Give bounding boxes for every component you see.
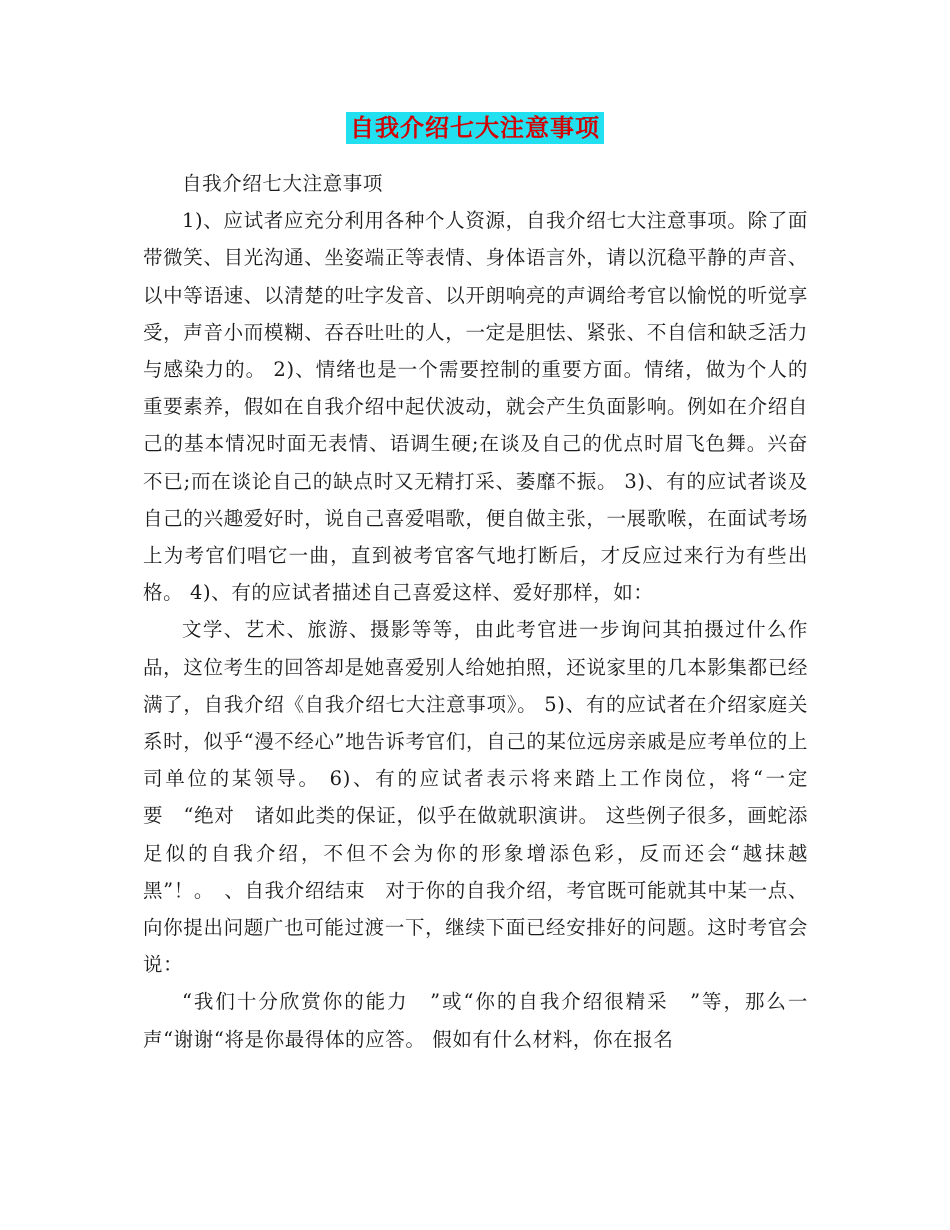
paragraph: “我们十分欣赏你的能力 ”或“你的自我介绍很精采 ”等，那么一声“谢谢“将是你最得体的应答。 假如有什么材料，你在报名 xyxy=(143,990,808,1051)
document-title: 自我介绍七大注意事项 xyxy=(346,112,604,144)
document-body xyxy=(143,165,808,1058)
paragraph: 文学、艺术、旅游、摄影等等，由此考官进一步询问其拍摄过什么作品，这位考生的回答却是她喜爱别人给她拍照，还说家里的几本影集都已经满了，自我介绍《自我介绍七大注意事项》。 5)、有的应试者在介绍家庭关系时，似乎“漫不经心”地告诉考官们，自己的某位远房亲戚是应考单位的上司单位的某领导。 6)、有的应试者表示将来踏上工作岗位，将“一定要 “绝对 诸如此类的保证，似乎在做就职演讲。 这些例子很多，画蛇添足似的自我介绍，不但不会为你的形象增添色彩，反而还会“越抹越黑”！。 、自我介绍结束 对于你的自我介绍，考官既可能就其中某一点、向你提出问题广也可能过渡一下，继续下面已经安排好的问题。这时考官会说： xyxy=(143,618,808,977)
paragraph: 1)、应试者应充分利用各种个人资源，自我介绍七大注意事项。除了面带微笑、目光沟通、坐姿端正等表情、身体语言外，请以沉稳平静的声音、以中等语速、以清楚的吐字发音、以开朗响亮的声调给考官以愉悦的听觉享受，声音小而模糊、吞吞吐吐的人，一定是胆怯、紧张、不自信和缺乏活力与感染力的。 2)、情绪也是一个需要控制的重要方面。情绪，做为个人的重要素养，假如在自我介绍中起伏波动，就会产生负面影响。例如在介绍自己的基本情况时面无表情、语调生硬;在谈及自己的优点时眉飞色舞。兴奋不已;而在谈论自己的缺点时又无精打采、萎靡不振。 3)、有的应试者谈及自己的兴趣爱好时，说自己喜爱唱歌，便自做主张，一展歌喉，在面试考场上为考官们唱它一曲，直到被考官客气地打断后，才反应过来行为有些出格。 4)、有的应试者描述自己喜爱这样、爱好那样，如： xyxy=(143,209,808,605)
title-container xyxy=(0,112,950,144)
paragraph-subtitle: 自我介绍七大注意事项 xyxy=(182,172,384,195)
